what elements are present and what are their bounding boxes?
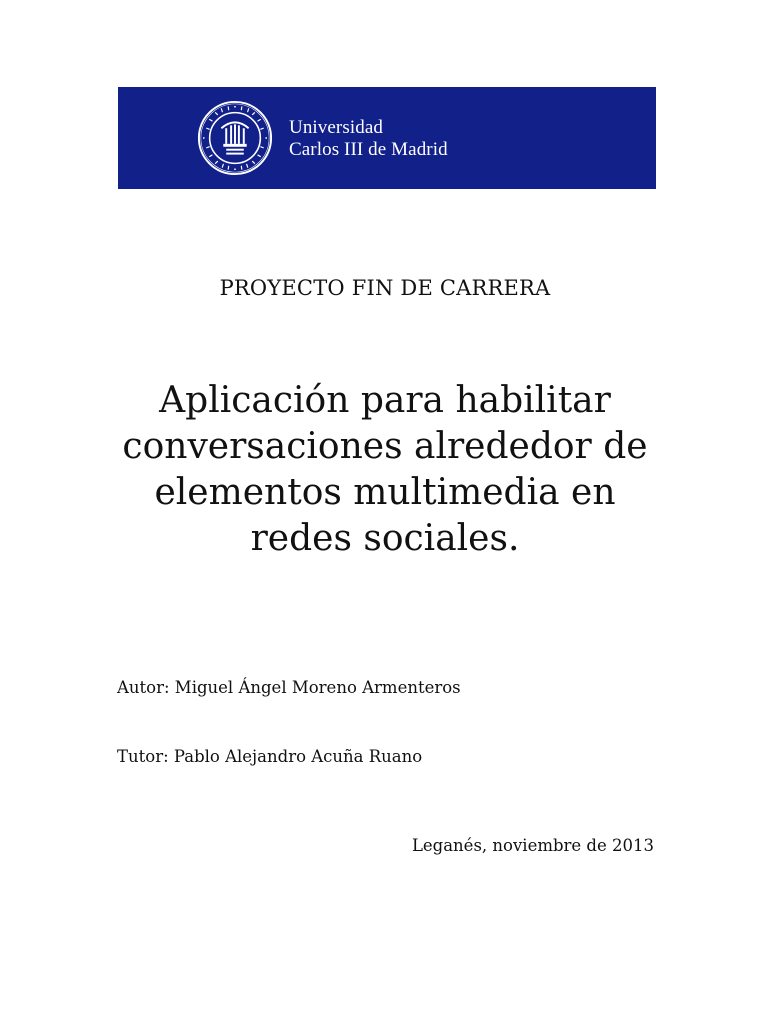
title-line: redes sociales. (250, 518, 520, 559)
project-type-heading: PROYECTO FIN DE CARRERA (219, 276, 551, 300)
university-name-line2: Carlos III de Madrid (289, 139, 448, 160)
title-line: elementos multimedia en (154, 472, 616, 513)
author-line: Autor: Miguel Ángel Moreno Armenteros (117, 678, 461, 697)
university-name-line1: Universidad (289, 117, 383, 138)
title-line: conversaciones alrededor de (122, 426, 648, 467)
tutor-line: Tutor: Pablo Alejandro Acuña Ruano (117, 747, 423, 766)
university-banner (118, 87, 656, 189)
university-name (289, 117, 448, 161)
document-title (95, 378, 675, 562)
place-date-line: Leganés, noviembre de 2013 (411, 836, 654, 855)
university-seal-icon (196, 99, 274, 177)
title-line: Aplicación para habilitar (159, 380, 611, 421)
